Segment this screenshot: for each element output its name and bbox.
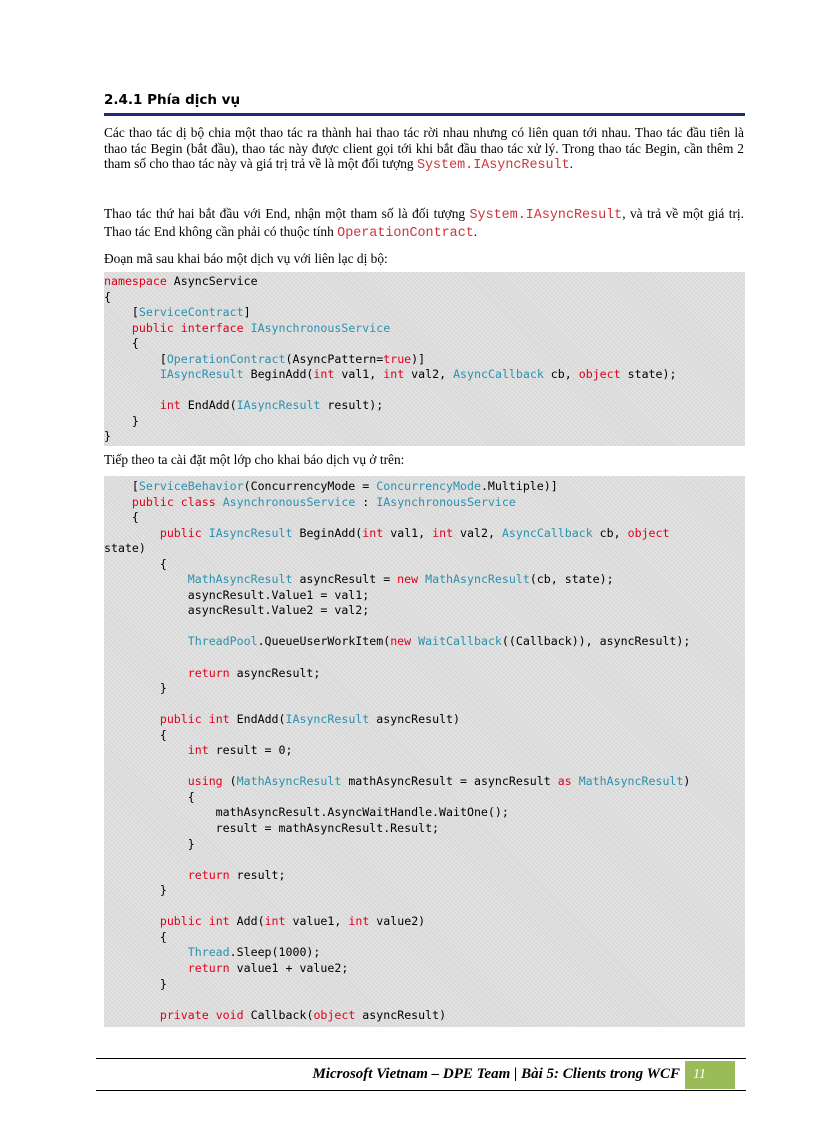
code-keyword: using <box>187 774 223 789</box>
code-keyword: public <box>159 914 202 929</box>
code-text: { <box>104 727 167 742</box>
code-text: Add( <box>229 914 265 929</box>
code-line <box>104 414 745 430</box>
code-keyword: public <box>159 712 202 727</box>
code-keyword: int <box>383 367 405 382</box>
code-type: ConcurrencyMode <box>376 479 481 493</box>
code-line <box>104 510 745 526</box>
code-keyword: true <box>383 351 412 366</box>
code-keyword: int <box>159 398 181 413</box>
code-keyword: object <box>578 367 621 382</box>
code-line <box>104 321 745 337</box>
code-keyword: as <box>557 774 572 789</box>
code-line <box>104 681 745 697</box>
code-text <box>202 526 209 540</box>
code-line <box>104 743 745 759</box>
code-text: asyncResult; <box>229 665 321 680</box>
code-text: .Multiple)] <box>480 479 558 493</box>
code-text: result = mathAsyncResult.Result; <box>104 821 440 836</box>
code-text: [ <box>104 479 139 493</box>
code-text: BeginAdd( <box>292 525 363 540</box>
code-text: [ <box>104 305 139 320</box>
code-keyword: int <box>264 914 286 929</box>
code-keyword: new <box>397 572 419 587</box>
code-text: { <box>104 510 139 525</box>
code-line <box>104 650 745 666</box>
code-keyword: object <box>627 525 670 540</box>
code-text: value2) <box>369 914 426 929</box>
code-text <box>104 774 188 788</box>
code-line <box>104 1008 745 1024</box>
code-keyword: public <box>159 525 202 540</box>
code-line <box>104 790 745 806</box>
code-text: value1, <box>285 914 349 929</box>
code-type: OperationContract <box>166 351 286 366</box>
code-text: result); <box>320 398 384 413</box>
code-text <box>104 321 132 335</box>
code-type: IAsynchronousService <box>376 494 516 509</box>
code-type: IAsyncResult <box>236 398 321 413</box>
paragraph-3: Đoạn mã sau khai báo một dịch vụ với liên lạc dị bộ: <box>104 251 388 266</box>
code-keyword: return <box>187 867 230 882</box>
code-line <box>104 977 745 993</box>
code-text: (AsyncPattern= <box>285 351 384 366</box>
paragraph-2-text-b: , và trả về một giá trị. Thao tác End không cần phải có thuộc tính <box>104 206 744 239</box>
code-text: asyncResult.Value1 = val1; <box>104 587 370 602</box>
code-line <box>104 479 745 495</box>
code-type: WaitCallback <box>418 634 502 649</box>
code-line <box>104 634 745 650</box>
code-block-interface <box>104 272 745 446</box>
code-block-implementation <box>104 476 745 1027</box>
code-keyword: void <box>215 1007 244 1022</box>
code-line <box>104 367 745 383</box>
code-type: MathAsyncResult <box>187 572 293 587</box>
code-text <box>244 321 251 335</box>
code-type: AsyncCallback <box>453 367 544 382</box>
code-text: state) <box>104 541 146 556</box>
code-text: } <box>104 413 139 428</box>
code-type: AsynchronousService <box>222 494 356 509</box>
code-text: state); <box>620 367 677 382</box>
code-line <box>104 805 745 821</box>
code-text: EndAdd( <box>229 712 286 727</box>
code-text: { <box>104 929 167 944</box>
code-line <box>104 398 745 414</box>
code-text <box>104 961 188 975</box>
code-type: IAsyncResult <box>208 525 293 540</box>
code-type: MathAsyncResult <box>236 774 342 789</box>
footer-title: Microsoft Vietnam – DPE Team | Bài 5: Clients trong WCF <box>312 1066 680 1082</box>
code-text: : <box>355 494 377 509</box>
code-line <box>104 712 745 728</box>
code-line <box>104 666 745 682</box>
code-text <box>202 712 209 726</box>
code-line <box>104 852 745 868</box>
code-line <box>104 305 745 321</box>
code-text: Callback( <box>243 1007 314 1022</box>
code-line <box>104 759 745 775</box>
code-text <box>209 1008 216 1022</box>
code-text: val1, <box>383 525 433 540</box>
code-text: cb, <box>543 367 579 382</box>
heading-rule <box>104 113 745 116</box>
code-text: AsyncService <box>166 274 258 288</box>
code-text <box>104 572 188 586</box>
code-line <box>104 728 745 744</box>
code-keyword: public <box>131 494 174 509</box>
inline-code: System.IAsyncResult <box>416 158 570 174</box>
code-line <box>104 961 745 977</box>
code-type: ThreadPool <box>187 634 258 649</box>
code-keyword: private <box>159 1007 209 1022</box>
code-line <box>104 868 745 884</box>
code-text <box>104 398 160 412</box>
code-line <box>104 383 745 399</box>
code-line <box>104 495 745 511</box>
paragraph-2-tail: . <box>473 223 478 239</box>
code-line <box>104 290 745 306</box>
code-text <box>104 868 188 882</box>
code-text: cb, <box>592 525 628 540</box>
code-text: mathAsyncResult.AsyncWaitHandle.WaitOne(); <box>104 805 509 820</box>
code-text: ( <box>222 774 237 789</box>
code-text <box>104 914 160 928</box>
code-keyword: int <box>348 914 370 929</box>
code-text: asyncResult) <box>355 1007 447 1022</box>
code-line <box>104 774 745 790</box>
code-text: } <box>104 429 111 444</box>
code-text: value1 + value2; <box>229 960 349 975</box>
code-keyword: return <box>187 960 230 975</box>
code-type: ServiceBehavior <box>138 479 244 493</box>
code-text <box>104 495 132 509</box>
code-text: result = 0; <box>208 743 293 758</box>
code-text <box>104 634 188 648</box>
code-text: mathAsyncResult = asyncResult <box>341 774 558 789</box>
code-keyword: new <box>390 634 412 649</box>
footer-rule-bottom <box>96 1090 746 1091</box>
code-text: asyncResult = <box>292 572 398 587</box>
code-text: val2, <box>404 367 454 382</box>
code-text: [ <box>104 351 167 366</box>
code-text: { <box>104 336 139 351</box>
code-text: .QueueUserWorkItem( <box>257 634 391 649</box>
code-text: (ConcurrencyMode = <box>243 479 377 493</box>
code-text <box>174 321 181 335</box>
code-type: IAsyncResult <box>159 367 244 382</box>
code-line <box>104 992 745 1008</box>
code-line <box>104 619 745 635</box>
code-text: { <box>104 289 111 304</box>
code-keyword: int <box>432 525 454 540</box>
inline-code: OperationContract <box>337 225 474 241</box>
code-keyword: interface <box>180 320 244 335</box>
code-keyword: return <box>187 665 230 680</box>
code-type: MathAsyncResult <box>578 774 684 789</box>
code-line <box>104 336 745 352</box>
code-text: asyncResult) <box>369 712 461 727</box>
code-line <box>104 526 745 542</box>
code-text: EndAdd( <box>180 398 237 413</box>
code-line <box>104 274 745 290</box>
code-line <box>104 429 745 445</box>
section-heading: 2.4.1 Phía dịch vụ <box>104 92 241 108</box>
footer-rule-top <box>96 1058 746 1059</box>
code-line <box>104 541 745 557</box>
inline-code: System.IAsyncResult <box>469 208 623 223</box>
code-type: ServiceContract <box>138 305 244 320</box>
paragraph-4: Tiếp theo ta cài đặt một lớp cho khai báo dịch vụ ở trên: <box>104 452 405 467</box>
code-text <box>202 914 209 928</box>
code-text: } <box>104 976 167 991</box>
code-keyword: object <box>313 1007 356 1022</box>
code-type: IAsynchronousService <box>250 320 391 335</box>
code-text <box>104 666 188 680</box>
code-text: { <box>104 789 195 804</box>
paragraph-1-tail: . <box>569 156 573 172</box>
paragraph-2-text-a: Thao tác thứ hai bắt đầu với End, nhận một tham số là đối tượng <box>104 206 470 221</box>
code-line <box>104 837 745 853</box>
code-text <box>104 526 160 540</box>
code-type: AsyncCallback <box>501 525 593 540</box>
code-keyword: int <box>208 712 230 727</box>
code-keyword: int <box>313 367 335 382</box>
paragraph-1 <box>104 125 744 174</box>
code-text: } <box>104 681 167 696</box>
code-line <box>104 603 745 619</box>
code-keyword: int <box>362 525 384 540</box>
code-line <box>104 352 745 368</box>
code-type: Thread <box>187 945 230 960</box>
code-keyword: public <box>131 320 174 335</box>
code-text: val2, <box>453 525 502 540</box>
code-type: IAsyncResult <box>285 712 370 727</box>
code-text: } <box>104 836 195 851</box>
code-text <box>174 495 181 509</box>
code-text <box>216 495 223 509</box>
code-text: BeginAdd( <box>243 367 314 382</box>
code-text: val1, <box>334 367 384 382</box>
code-text <box>104 945 188 959</box>
code-line <box>104 572 745 588</box>
code-text <box>104 367 160 381</box>
code-text <box>104 1008 160 1022</box>
code-keyword: namespace <box>104 274 167 288</box>
code-text: (cb, state); <box>529 572 614 587</box>
code-line <box>104 914 745 930</box>
code-line <box>104 588 745 604</box>
code-keyword: class <box>180 494 216 509</box>
code-text: .Sleep(1000); <box>229 945 321 960</box>
code-line <box>104 557 745 573</box>
code-text <box>104 712 160 726</box>
code-line <box>104 945 745 961</box>
code-keyword: int <box>187 743 209 758</box>
code-type: MathAsyncResult <box>425 572 530 587</box>
code-text: )] <box>411 351 426 366</box>
code-text <box>104 743 188 757</box>
code-text: ] <box>243 305 251 320</box>
code-keyword: int <box>208 914 230 929</box>
code-line <box>104 930 745 946</box>
code-line <box>104 899 745 915</box>
code-line <box>104 697 745 713</box>
code-text: ((Callback)), asyncResult); <box>501 634 691 649</box>
page-number: 11 <box>685 1061 735 1089</box>
code-text: { <box>104 556 167 571</box>
code-line <box>104 821 745 837</box>
code-text: ) <box>683 774 691 789</box>
paragraph-2 <box>104 206 744 241</box>
code-text: asyncResult.Value2 = val2; <box>104 603 370 618</box>
code-text: } <box>104 883 167 898</box>
code-text <box>572 774 579 788</box>
code-line <box>104 883 745 899</box>
paragraph-1-text: Các thao tác dị bộ chia một thao tác ra thành hai thao tác rời nhau nhưng có liên quan tới nhau. Thao tác đầu tiên là thao tác Begin (bắt đầu), thao tác này được client gọi tới khi bắt đầu thao tác xử lý. Trong thao tác Begin, cần thêm 2 tham số cho thao tác này và giá trị trả về là một đối tượng <box>104 125 744 172</box>
code-text: result; <box>229 867 286 882</box>
